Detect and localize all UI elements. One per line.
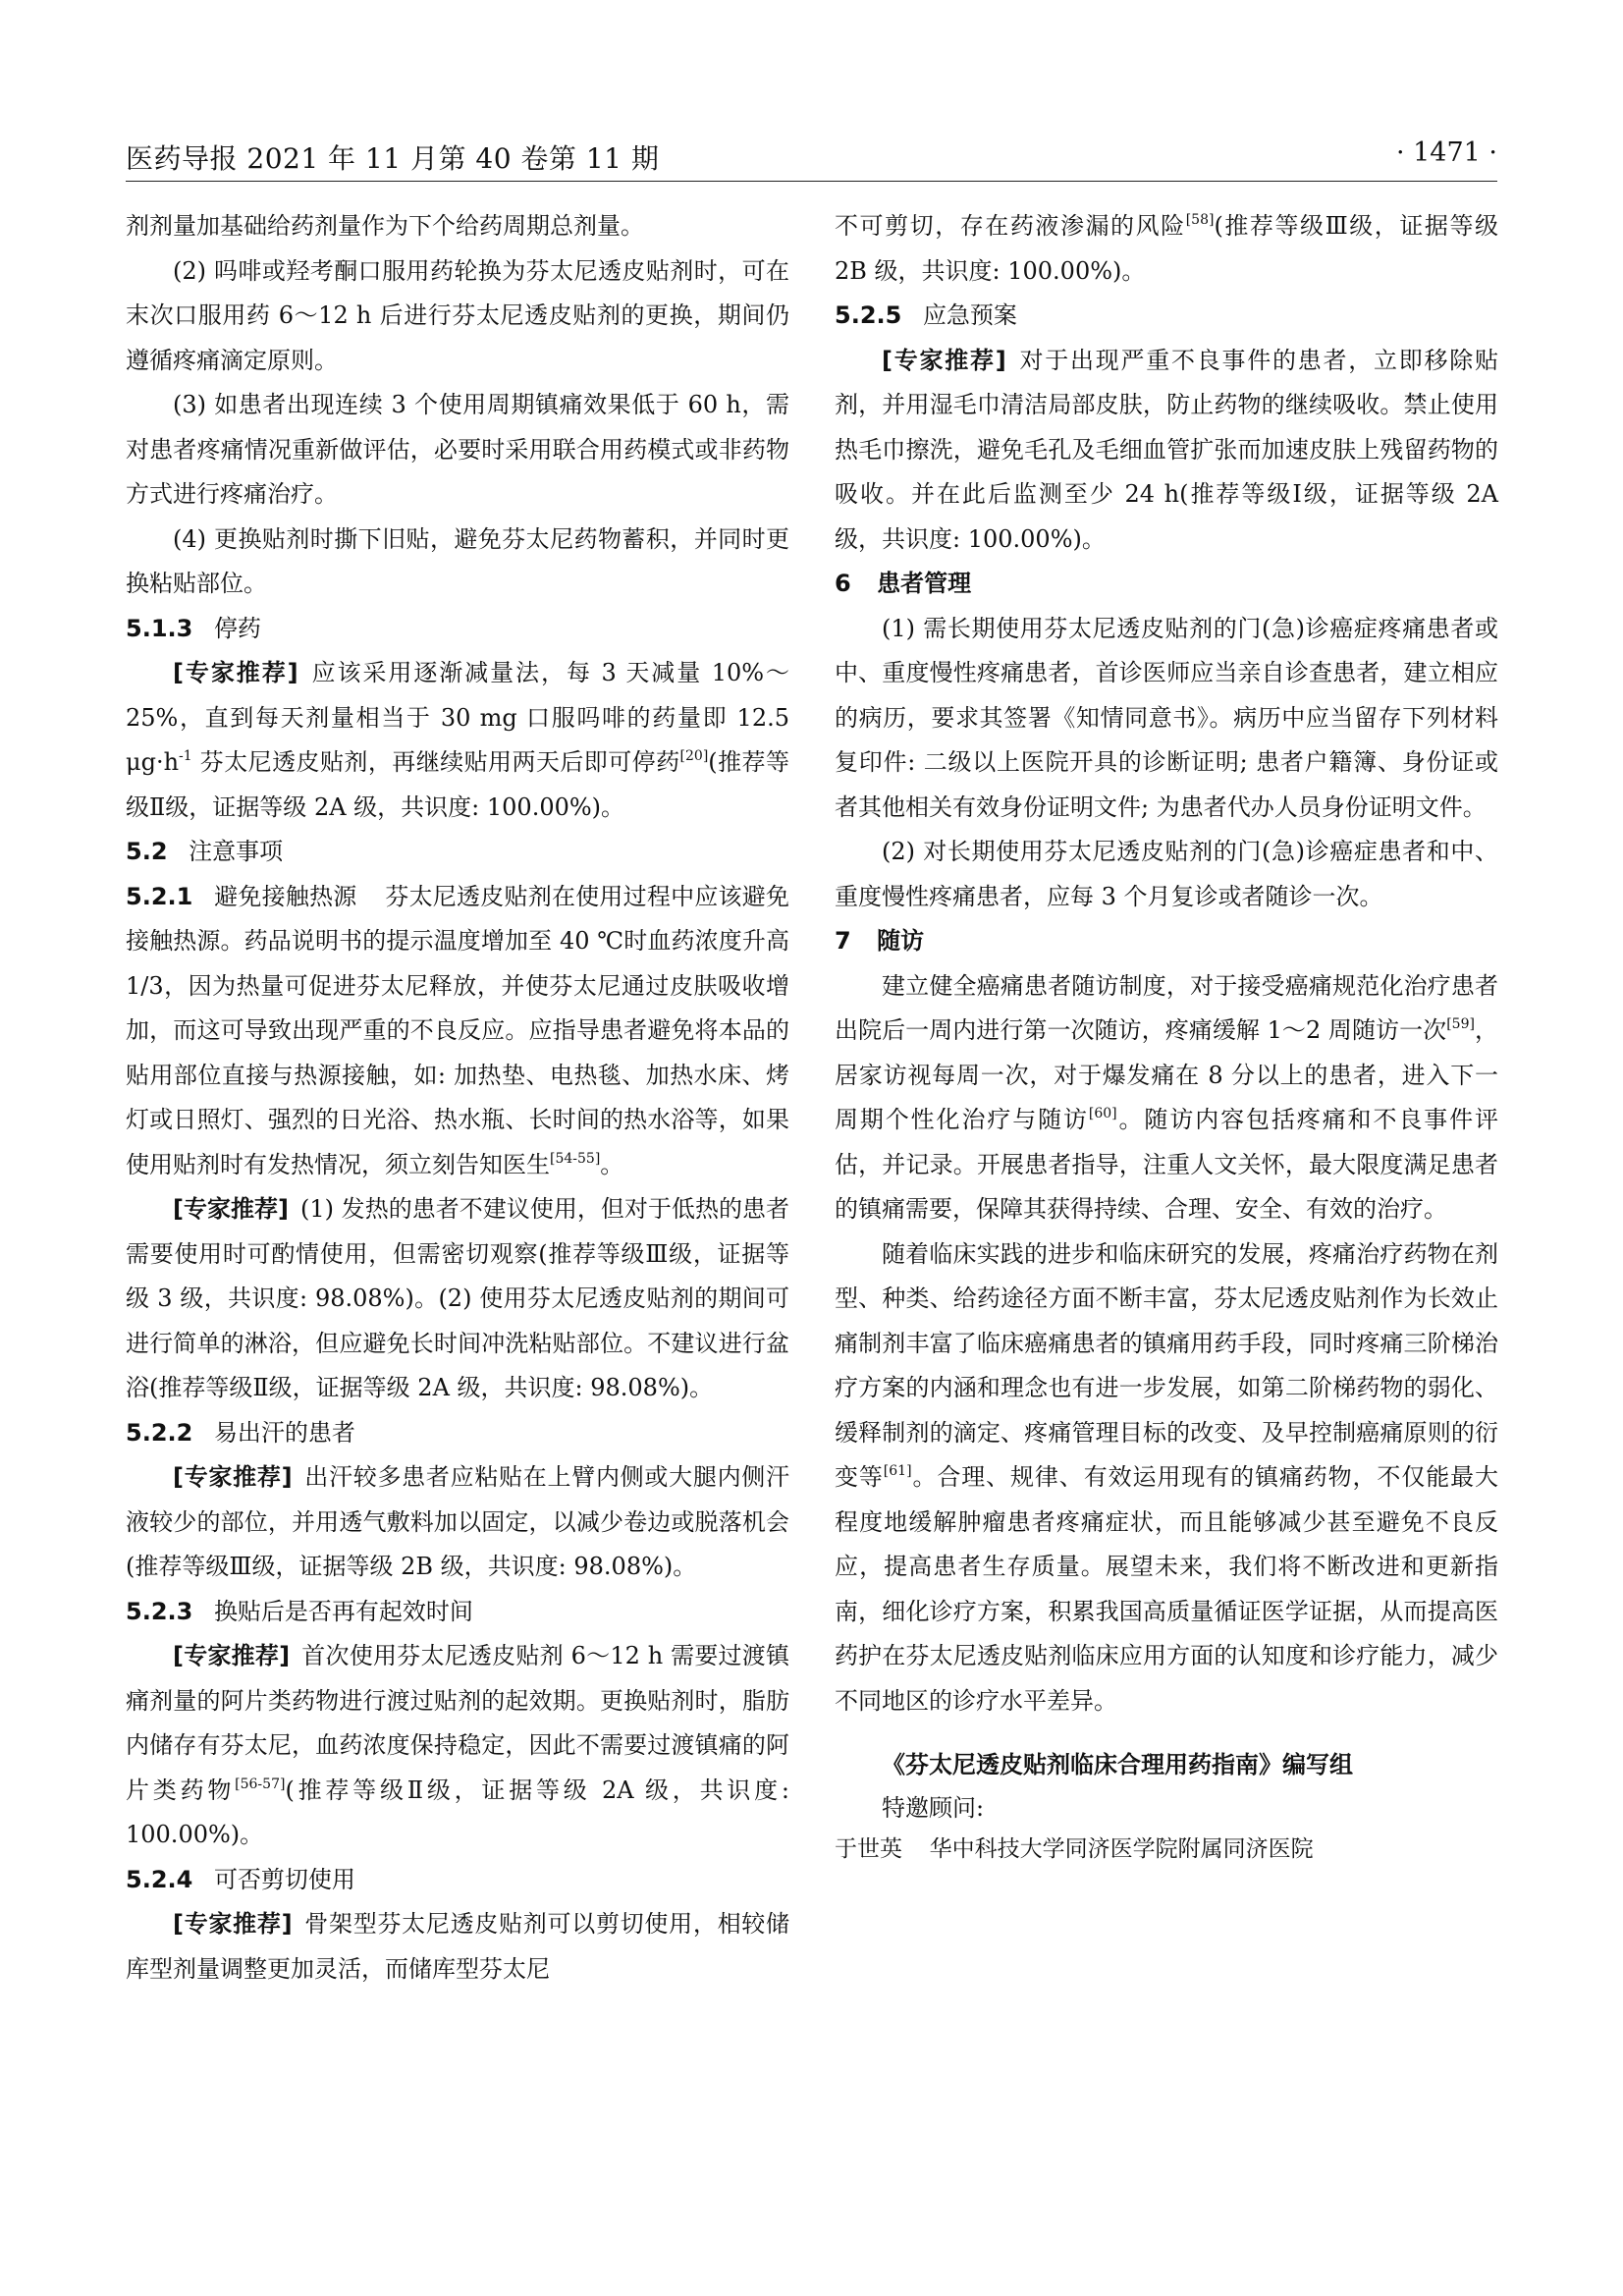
paragraph: (1) 需长期使用芬太尼透皮贴剂的门(急)诊癌症疼痛患者或中、重度慢性疼痛患者，首诊医师应当亲自诊查患者，建立相应的病历，要求其签署《知情同意书》。病历中应当留存下列材料复印件: 二级以上医院开具的诊断证明; 患者户籍簿、身份证或者其他相关有效身份证明文件; 为患者代办人员身份证明文件。: [835, 614, 1498, 821]
member-affiliation: 华中科技大学同济医学院附属同济医院: [929, 1836, 1314, 1862]
paragraph: 建立健全癌痛患者随访制度，对于接受癌痛规范化治疗患者出院后一周内进行第一次随访，疼痛缓解 1～2 周随访一次[59]，居家访视每周一次，对于爆发痛在 8 分以上的患者，进入下一周期个性化治疗与随访[60]。随访内容包括疼痛和不良事件评估，并记录。开展患者指导，注重人文关怀，最大限度满足患者的镇痛需要，保障其获得持续、合理、安全、有效的治疗。: [835, 971, 1499, 1223]
section-heading-5-2-2: 5.2.2 易出汗的患者: [126, 1418, 355, 1447]
paragraph: (4) 更换贴剂时撕下旧贴，避免芬太尼药物蓄积，并同时更换粘贴部位。: [126, 524, 789, 597]
expert-recommendation: [专家推荐] 首次使用芬太尼透皮贴剂 6～12 h 需要过渡镇痛剂量的阿片类药物进行渡过贴剂的起效期。更换贴剂时，脂肪内储存有芬太尼，血药浓度保持稳定，因此不需要过渡镇痛的阿片类药物[56-57](推荐等级Ⅱ级，证据等级 2A 级，共识度: 100.00%)。: [126, 1642, 790, 1848]
writing-group-member: [835, 1829, 1498, 1870]
recommendation-label: [专家推荐]: [173, 1195, 290, 1223]
writing-group-subtitle: 特邀顾问:: [882, 1794, 985, 1822]
page-number: · 1471 ·: [1395, 137, 1497, 168]
expert-recommendation: [专家推荐] (1) 发热的患者不建议使用，但对于低热的患者需要使用时可酌情使用，但需密切观察(推荐等级Ⅲ级，证据等级 3 级，共识度: 98.08%)。(2) 使用芬太尼透皮贴剂的期间可进行简单的淋浴，但应避免长时间冲洗粘贴部位。不建议进行盆浴(推荐等级Ⅱ级，证据等级 2A 级，共识度: 98.08%)。: [126, 1195, 790, 1401]
expert-recommendation: [专家推荐] 出汗较多患者应粘贴在上臂内侧或大腿内侧汗液较少的部位，并用透气敷料加以固定，以减少卷边或脱落机会(推荐等级Ⅲ级，证据等级 2B 级，共识度: 98.08%)。: [126, 1463, 790, 1580]
citation: [56-57]: [235, 1776, 286, 1792]
citation: [54-55]: [550, 1150, 601, 1167]
citation: [59]: [1446, 1016, 1475, 1032]
paragraph: 不可剪切，存在药液渗漏的风险[58](推荐等级Ⅲ级，证据等级 2B 级，共识度: 100.00%)。: [835, 212, 1499, 285]
citation: [20]: [679, 748, 709, 764]
paragraph: (2) 吗啡或羟考酮口服用药轮换为芬太尼透皮贴剂时，可在末次口服用药 6～12 h 后进行芬太尼透皮贴剂的更换，期间仍遵循疼痛滴定原则。: [126, 256, 789, 374]
paragraph: 随着临床实践的进步和临床研究的发展，疼痛治疗药物在剂型、种类、给药途径方面不断丰富，芬太尼透皮贴剂作为长效止痛制剂丰富了临床癌痛患者的镇痛用药手段，同时疼痛三阶梯治疗方案的内涵和理念也有进一步发展，如第二阶梯药物的弱化、缓释制剂的滴定、疼痛管理目标的改变、及早控制癌痛原则的衍变等[61]。合理、规律、有效运用现有的镇痛药物，不仅能最大程度地缓解肿瘤患者疼痛症状，而且能够减少甚至避免不良反应，提高患者生存质量。展望未来，我们将不断改进和更新指南，细化诊疗方案，积累我国高质量循证医学证据，从而提高医药护在芬太尼透皮贴剂临床应用方面的认知度和诊疗能力，减少不同地区的诊疗水平差异。: [835, 1239, 1499, 1715]
expert-recommendation: [专家推荐] 应该采用逐渐减量法，每 3 天减量 10%～25%，直到每天剂量相当于 30 mg 口服吗啡的药量即 12.5 $\mu g\cdot h^{-1}$ 芬太尼透皮贴剂，再继续贴用两天后即可停药[20](推荐等级Ⅱ级，证据等级 2A 级，共识度: 100.00%)。: [126, 659, 790, 821]
running-header: [126, 136, 1497, 182]
citation: [60]: [1088, 1106, 1117, 1121]
right-column: [835, 204, 1498, 1870]
recommendation-label: [专家推荐]: [173, 659, 298, 686]
recommendation-label: [专家推荐]: [173, 1463, 293, 1491]
writing-group-title: 《芬太尼透皮贴剂临床合理用药指南》编写组: [882, 1751, 1353, 1778]
citation: [58]: [1185, 212, 1215, 228]
section-heading-5-1-3: 5.1.3 停药: [126, 614, 261, 642]
section-heading-5-2-3: 5.2.3 换贴后是否再有起效时间: [126, 1597, 473, 1625]
section-heading-5-2-4: 5.2.4 可否剪切使用: [126, 1865, 355, 1893]
section-heading-7: 7 随访: [835, 927, 925, 955]
member-name: 于世英: [835, 1836, 902, 1862]
recommendation-label: [专家推荐]: [173, 1910, 293, 1938]
section-heading-5-2-5: 5.2.5 应急预案: [835, 301, 1017, 329]
citation: [61]: [883, 1463, 912, 1479]
journal-title: 医药导报 2021 年 11 月第 40 卷第 11 期: [126, 142, 660, 175]
expert-recommendation: [专家推荐] 骨架型芬太尼透皮贴剂可以剪切使用，相较储库型剂量调整更加灵活，而储库型芬太尼: [126, 1910, 790, 1983]
left-column: [126, 204, 789, 1992]
paragraph-5-2-1: 5.2.1 避免接触热源 芬太尼透皮贴剂在使用过程中应该避免接触热源。药品说明书的提示温度增加至 40 ℃时血药浓度升高 1/3，因为热量可促进芬太尼释放，并使芬太尼通过皮肤吸收增加，而这可导致出现严重的不良反应。应指导患者避免将本品的贴用部位直接与热源接触，如: 加热垫、电热毯、加热水床、烤灯或日照灯、强烈的日光浴、热水瓶、长时间的热水浴等，如果使用贴剂时有发热情况，须立刻告知医生[54-55]。: [126, 882, 790, 1178]
recommendation-label: [专家推荐]: [882, 346, 1006, 374]
paragraph: 剂剂量加基础给药剂量作为下个给药周期总剂量。: [126, 212, 644, 240]
section-heading-6: 6 患者管理: [835, 570, 972, 597]
recommendation-label: [专家推荐]: [173, 1642, 291, 1669]
paragraph: (2) 对长期使用芬太尼透皮贴剂的门(急)诊癌症患者和中、重度慢性疼痛患者，应每 3 个月复诊或者随诊一次。: [835, 838, 1498, 910]
section-heading-5-2: 5.2 注意事项: [126, 838, 284, 865]
expert-recommendation: [专家推荐] 对于出现严重不良事件的患者，立即移除贴剂，并用湿毛巾清洁局部皮肤，防止药物的继续吸收。禁止使用热毛巾擦洗，避免毛孔及毛细血管扩张而加速皮肤上残留药物的吸收。并在此后监测至少 24 h(推荐等级Ⅰ级，证据等级 2A 级，共识度: 100.00%)。: [835, 346, 1499, 553]
paragraph: (3) 如患者出现连续 3 个使用周期镇痛效果低于 60 h，需对患者疼痛情况重新做评估，必要时采用联合用药模式或非药物方式进行疼痛治疗。: [126, 391, 789, 508]
